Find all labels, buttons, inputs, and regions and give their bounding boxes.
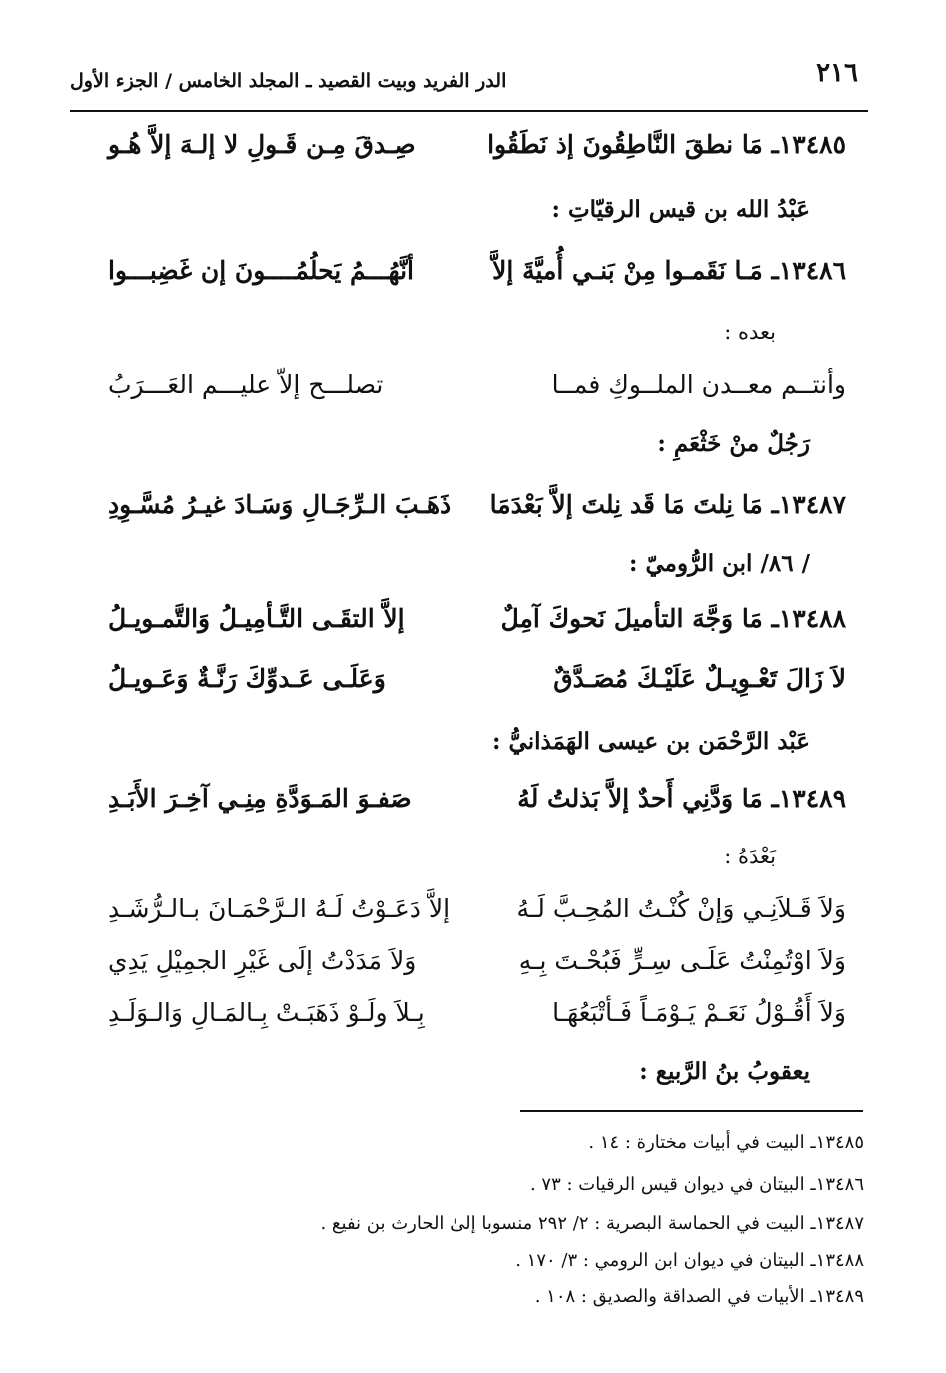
verse-13488 bbox=[0, 604, 946, 650]
verse-second-hemistich: أنَّهُـــمُ يَحلُمُــــونَ إن غَضِبـــوا bbox=[108, 256, 414, 285]
verse-first-hemistich: ١٣٤٨٩ـ مَا وَدَّنِي أَحدٌ إلاَّ بَذلتُ لَهُ bbox=[517, 784, 846, 813]
verse-first-hemistich: وأنتــم معــدن الملــوكِ فمــا bbox=[551, 370, 846, 399]
verse-second-hemistich: إلاَّ دَعَـوْتُ لَـهُ الـرَّحْمَـانَ بـالـرُّشَـدِ bbox=[108, 894, 451, 923]
verse-13489-continuation-3 bbox=[0, 998, 946, 1044]
poet-name: عَبْد الرَّحْمَن بن عيسى الهَمَذانيُّ : bbox=[492, 728, 810, 755]
verse-13486 bbox=[0, 256, 946, 302]
poet-name: يعقوبُ بنُ الرَّبيع : bbox=[639, 1058, 810, 1085]
verse-first-hemistich: وَلاَ أَقُـوْلُ نَعَـمْ يَـوْمَـاً فَـأتْبَعُهَـا bbox=[552, 998, 846, 1027]
verse-first-hemistich: ١٣٤٨٧ـ مَا نِلتَ مَا قَد نِلتَ إلاَّ بَعْدَمَا bbox=[489, 490, 846, 519]
verse-13486-continuation bbox=[0, 370, 946, 416]
verse-first-hemistich: لاَ زَالَ تَعْـوِيـلٌ عَلَيْـكَ مُصَـدَّقٌ bbox=[553, 664, 846, 693]
verse-second-hemistich: إلاَّ التقَـى التَّـأمِيـلُ وَالتَّمـويـلُ bbox=[108, 604, 405, 633]
verse-second-hemistich: صِـدقَ مِـن قَـولِ لا إلـهَ إلاَّ هُـو bbox=[108, 130, 416, 159]
verse-13485 bbox=[0, 130, 946, 176]
verse-13489-continuation-1 bbox=[0, 894, 946, 940]
poet-name: رَجُلٌ منْ خَثْعَمِ : bbox=[657, 430, 810, 457]
footnote: ١٣٤٨٨ـ البيتان في ديوان ابن الرومي : ٣/ ١٧٠ . bbox=[515, 1250, 864, 1271]
footnote: ١٣٤٨٧ـ البيت في الحماسة البصرية : ٢/ ٢٩٢ منسوبا إلىٰ الحارث بن نفيع . bbox=[320, 1213, 864, 1234]
verse-13487 bbox=[0, 490, 946, 536]
verse-second-hemistich: تصلـــح إلاّ عليـــم العَـــرَبُ bbox=[108, 370, 384, 399]
footnote: ١٣٤٨٦ـ البيتان في ديوان قيس الرقيات : ٧٣ . bbox=[529, 1174, 864, 1195]
verse-13488-continuation bbox=[0, 664, 946, 710]
verse-second-hemistich: صَفـوَ المَـوَدَّةِ مِنِـي آخِـرَ الأَبَـدِ bbox=[108, 784, 412, 813]
footnote: ١٣٤٨٩ـ الأبيات في الصداقة والصديق : ١٠٨ . bbox=[534, 1286, 864, 1307]
running-header-title: الدر الفريد وبيت القصيد ـ المجلد الخامس / الجزء الأول bbox=[70, 70, 507, 92]
footnote-divider bbox=[520, 1110, 863, 1112]
verse-first-hemistich: وَلاَ اوْتُمِنْتُ عَلَـى سِـرٍّ فَبُحْـتَ بِـهِ bbox=[518, 946, 846, 975]
verse-second-hemistich: وَعَلَـى عَـدوِّكَ رَنَّـةٌ وَعَـويـلُ bbox=[108, 664, 386, 693]
verse-first-hemistich: ١٣٤٨٨ـ مَا وَجَّهَ التأميلَ نَحوكَ آمِلٌ bbox=[500, 604, 846, 633]
verse-13489 bbox=[0, 784, 946, 830]
verse-first-hemistich: ١٣٤٨٦ـ مَـا نَقَمـوا مِنْ بَنـي أُميَّةَ إلاَّ bbox=[492, 256, 846, 285]
verse-second-hemistich: ذَهَـبَ الـرِّجَـالِ وَسَـادَ غيـرُ مُسَّـوِدِ bbox=[108, 490, 452, 519]
after-note: بعده : bbox=[724, 320, 776, 344]
verse-second-hemistich: بِـلاَ ولَـوْ ذَهَبَـتْ بِـالمَـالِ وَالـوَلَـدِ bbox=[108, 998, 425, 1027]
poet-name: عَبْدُ الله بن قيس الرقيّاتِ : bbox=[551, 196, 810, 223]
after-note: بَعْدَهُ : bbox=[724, 844, 776, 868]
verse-13489-continuation-2 bbox=[0, 946, 946, 992]
verse-second-hemistich: وَلاَ مَدَدْتُ إلَى غَيْرِ الجمِيْلِ يَدِي bbox=[108, 946, 417, 975]
footnote: ١٣٤٨٥ـ البيت في أبيات مختارة : ١٤ . bbox=[588, 1132, 864, 1153]
page-number: ٢١٦ bbox=[816, 58, 858, 88]
header-divider bbox=[70, 110, 868, 112]
verse-first-hemistich: وَلاَ قَـلاَنِـي وَإنْ كُنْـتُ المُحِـبَّ لَـهُ bbox=[516, 894, 846, 923]
verse-first-hemistich: ١٣٤٨٥ـ مَا نطقَ النَّاطِقُونَ إذ نَطَقُوا bbox=[487, 130, 846, 159]
poet-name: / ٨٦/ ابن الرُّوميّ : bbox=[628, 550, 810, 577]
